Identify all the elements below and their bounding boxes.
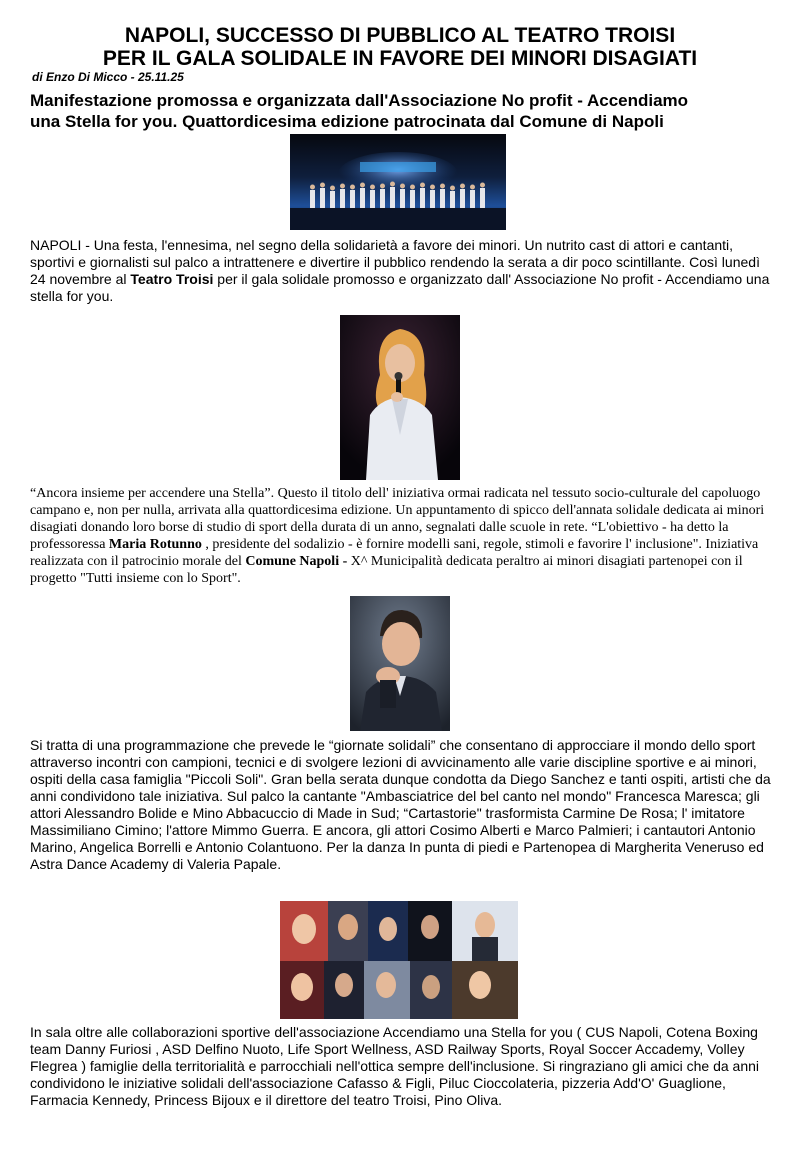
paragraph-1 [30,237,775,305]
paragraph-4: In sala oltre alle collaborazioni sportive dell'associazione Accendiamo una Stella for you ( CUS Napoli, Cotena Boxing team Danny Furiosi , ASD Delfino Nuoto, Life Sport Wellness, ASD Railway Sports, Royal Soccer Accademy, Volley Flegrea ) famiglie della territorialità e parrocchiali nell'ottica sempre dell'inclusione. Si ringraziano gli amici che da anni condividono le iniziative solidali dell'associazione Cafasso & Figli, Piluc Cioccolateria, pizzeria Add'O' Guaglione, Farmacia Kennedy, Princess Bijoux e il direttore del teatro Troisi, Pino Oliva. [30,1024,760,1108]
stage-ensemble-photo [290,134,506,230]
subheadline-line-1: Manifestazione promossa e organizzata dall'Associazione No profit - Accendiamo [30,91,689,110]
subheadline [30,90,780,132]
paragraph-2-bold-maria-rotunno: Maria Rotunno [108,537,202,552]
paragraph-3: Si tratta di una programmazione che prevede le “giornate solidali” che consentano di approcciare il mondo dello sport attraverso incontri con campioni, tecnici e di svolgere lezioni di avvicinamento alle varie discipline sportive e ai minori, ospiti della casa famiglia "Piccoli Soli". Gran bella serata dunque condotta da Diego Sanchez e tanti ospiti, artisti che da anni condividono tale iniziativa. Sul palco la cantante "Ambasciatrice del bel canto nel mondo" Francesca Maresca; gli attori Alessandro Bolide e Mino Abbacuccio di Made in Sud; “Cartastorie" trasformista Carmine De Rosa; l' imitatore Massimiliano Cimino; l'attore Mimmo Guerra. E ancora, gli attori Cosimo Alberti e Marco Palmieri; i cantautori Antonio Marino, Angelica Borrelli e Antonio Colantuono. Per la danza In punta di piedi e Partenopea di Margherita Veneruso ed Astra Dance Academy di Valeria Papale. [30,737,771,872]
paragraph-2-text-c: X^ Municipalità dedicata peraltro ai minori disagiati partenopei con il progetto "Tutti insieme con lo Sport". [30,554,743,586]
byline: di Enzo Di Micco - 25.11.25 [32,70,184,84]
headline-line-1: NAPOLI, SUCCESSO DI PUBBLICO AL TEATRO TROISI [124,24,676,47]
man-portrait-photo [350,596,450,731]
subheadline-line-2: una Stella for you. Quattordicesima edizione patrocinata dal Comune di Napoli [30,112,664,131]
speaker-woman-photo [340,315,460,480]
paragraph-2 [30,485,775,587]
paragraph-1-text-b: per il gala solidale promosso e organizzato dall' Associazione No profit - Accendiamo una stella for you. [30,271,770,304]
headline-line-2: PER IL GALA SOLIDALE IN FAVORE DEI MINORI DISAGIATI [102,47,698,70]
paragraph-2-text-b: , presidente del sodalizio - è fornire modelli sani, regole, stimoli e favorire l' inclusione". Iniziativa realizzata con il patrocinio morale del [30,537,759,569]
paragraph-1-bold-teatro-troisi: Teatro Troisi [130,271,214,287]
paragraph-1-text-a: NAPOLI - Una festa, l'ennesima, nel segno della solidarietà a favore dei minori. Un nutrito cast di attori e cantanti, sportivi e giornalisti sul palco a intrattenere e divertire il pubblico rendendo la serata a dir poco scintillante. Così lunedì 24 novembre al [30,237,760,287]
paragraph-2-text-a: “Ancora insieme per accendere una Stella”. Questo il titolo dell' iniziativa ormai radicata nel tessuto socio-culturale del capoluogo campano e, non per nulla, arrivata alla quattordicesima edizione. Un appuntamento di spicco dell'annata solidale dedicata ai minori disagiati donando loro borse di studio di sport della durata di un anno, segnalati dalle scuole in rete. “L'obiettivo - ha detto la professoressa [30,486,765,552]
paragraph-2-bold-comune-napoli: Comune Napoli - [245,554,348,569]
headline [0,24,800,70]
artists-collage-photo [280,901,518,1019]
